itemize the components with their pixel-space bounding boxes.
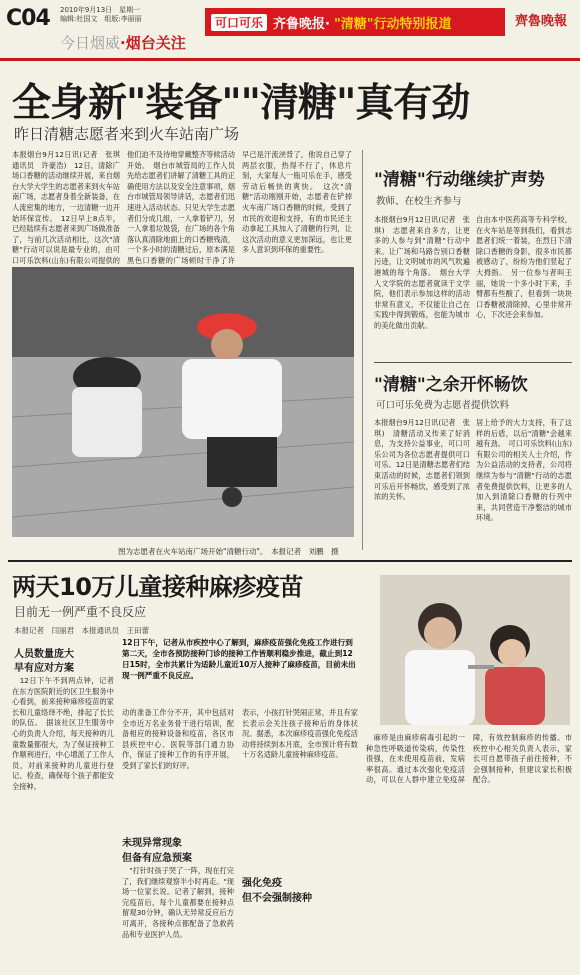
banner-paper-name: 齐鲁晚报· — [273, 16, 330, 32]
second-story-column-5: 麻疹是由麻疹病毒引起的一种急性呼吸道传染病，传染性很强，在未使用疫苗前，发病率很高。通过本次强化免疫活动，可以在人群中建立免疫屏障，有效控制麻疹的传播。市疾控中心相关负责人表示，家长可自愿带孩子前往接种，不会强制接种，但建议家长积极配合。 — [366, 733, 572, 785]
side-story-2-headline: "清糖"之余开怀畅饮 — [374, 375, 528, 395]
subhead-staff-scale: 人员数量庞大 — [14, 649, 74, 660]
section-title-part-1: 今日烟威 — [60, 34, 121, 52]
section-title-part-2: 烟台关注 — [125, 34, 186, 52]
side-story-1-column-2: 自由本中医药高等专科学校，在火车站是等到我们，看到志愿者们统一着装，在烈日下清除口香糖的身影，很多市民都被感动了，纷纷为他们竖起了大拇指。 另一位参与者叫王丽，她说一个多小时下来，手臂都有些酸了，但看到一块块口香糖被清除掉，心里非常开心，下次还会来参加。 — [476, 215, 572, 320]
vaccination-photo-illustration — [380, 575, 570, 725]
main-photo — [12, 267, 354, 537]
masthead: 齊魯晚報 — [515, 14, 568, 29]
section-title: 今日烟威·烟台关注 — [60, 34, 186, 52]
main-story-column-2: 他们迫不及待地穿戴整齐等候活动开始。 烟台市城管局的工作人员先给志愿者们讲解了清糖工具的正确使用方法以及安全注意事项，烟台市城管局领导讲话，志愿者们迅速进入活动状态。只见大学生志愿者们分成几组，一人拿着铲刀，另一人拿着垃圾袋，在广场的各个角落认真清除地面上的口香糖残渣，一个多小时的清糖过后，原本满是黑色口香糖的广场顿时干净了许 — [127, 150, 235, 265]
subhead-emergency-plan: 但备有应急预案 — [122, 853, 192, 864]
main-subheadline: 昨日清糖志愿者来到火车站南广场 — [14, 125, 240, 143]
side-story-1-subheadline: 教师、在校生齐参与 — [376, 196, 462, 207]
page-number: C04 — [6, 6, 50, 31]
banner-campaign: "清糖"行动特别报道 — [333, 16, 452, 32]
subhead-not-mandatory: 但不会强制接种 — [242, 893, 312, 904]
second-story-column-1: 12日下午不到两点钟，记者在东方医院附近的区卫生服务中心看到，前来接种麻疹疫苗的家长和儿童络绎不绝，排起了长长的队伍。 据该社区卫生服务中心的负责人介绍，每天接种的儿童数量都很大，为了保证接种工作顺利进行，中心增派了工作人员，对前来接种的儿童进行登记、检查，确保每个孩子都能安全接种。 — [12, 676, 114, 791]
side-story-2-column-2: 居上给予的大力支持，有了这样的后盾，以后"清糖"会越来越有劲。 可口可乐饮料(山东)有限公司的相关人士介绍，作为公益活动的支持者，公司将继续为参与"清糖"行动的志愿者免费提供饮料，让更多的人加入到清除口香糖的行列中来，共同营造干净整洁的城市环境。 — [476, 418, 572, 523]
second-story-column-3: "打针时孩子哭了一阵，现在打完了，我们继续观察半小时再走。"现场一位家长说。记者了解到，接种完疫苗后，每个儿童都要在接种点留观30分钟，确认无异常反应后方可离开，各接种点都配备了急救药品和专业医护人员。 — [122, 866, 234, 939]
main-headline: 全身新"装备""清糖"真有劲 — [12, 81, 470, 126]
special-report-banner — [205, 8, 505, 36]
vaccination-photo — [380, 575, 570, 725]
main-photo-caption: 图为志愿者在火车站南广场开始"清糖行动"。 本报记者 刘鹏 摄 — [118, 547, 339, 556]
main-story-column-1: 本报烟台9月12日讯(记者 张琪 通讯员 许豪浩) 12日，清除广场口香糖的活动继续开展，来自烟台大学大学生的志愿者来到火车站南广场，志愿者身着全新装备，在人流密集的地方，一边清糖一边开始环保宣传。 12日早上8点半，已经陆续有志愿者来到广场做准备了，与前几次活动相比，这次"清糖"行动可以说是最专业的，由可口可乐饮料(山东)有限公司提供的 — [12, 150, 120, 265]
side-story-1-column-1: 本报烟台9月12日讯(记者 张琪) 志愿者来自多方，让更多的人参与到"清糖"行动中来。让广场和马路告别口香糖污迹，让文明城市的风气吹遍港城的每个角落。 烟台大学人文学院的志愿者就读于文学院，他们表示参加这样的活动非常有意义，不仅能让自己在实践中得到锻炼，也能为城市的美化做出贡献。 — [374, 215, 470, 330]
main-story-column-3: 早已是汗流浃背了，他说自己穿了两层衣服，热得不行了，休息片刻，大家每人一瓶可乐在手，感受劳动后畅快的爽快。 这次"清糖"活动刚刚开始，志愿者在铲掉火车南广场口香糖的时候，受到了市民的欢迎和支持，有的市民还主动拿起工具加入了清糖的行列，让这次活动的意义更加深远，也让更多人意识到环保的重要性。 — [242, 150, 352, 255]
second-story-column-4: 表示，小孩打针哭闹正常，并且有家长表示会关注孩子接种后的身体状况。据悉，本次麻疹疫苗强化免疫活动将持续到本月底，全市预计将有数十万名适龄儿童接种麻疹疫苗。 — [242, 708, 358, 760]
side-story-2-subheadline: 可口可乐免费为志愿者提供饮料 — [376, 400, 510, 411]
page-header — [0, 0, 580, 60]
second-story-column-2: 动的准备工作分不开，其中包括对全市近万名业务骨干进行培训，配备相应的接种设备和疫苗，各区市县疾控中心、医院等部门通力协作，保证了接种工作的有序开展，受到了家长们的好评。 — [122, 708, 234, 770]
subhead-early-plan: 早有应对方案 — [14, 663, 74, 674]
subhead-intensified-immunization: 强化免疫 — [242, 878, 282, 889]
story-separator — [8, 560, 572, 562]
second-byline: 本报记者 闫丽君 本报通讯员 王田蕾 — [14, 626, 149, 635]
side-story-2-column-1: 本报烟台9月12日讯(记者 张琪) 清糖活动又传来了好消息，为支持公益事业，可口可乐公司为各位志愿者提供可口可乐。12日是清糖志愿者们结束活动的时候，志愿者们领到可乐后开怀畅饮，感受到了浓浓的关怀。 — [374, 418, 470, 502]
side-story-divider — [374, 362, 572, 363]
sponsor-logo: 可口可乐 — [211, 14, 267, 31]
second-story-lead: 12日下午，记者从市疾控中心了解到，麻疹疫苗强化免疫工作进行到第二天，全市各预防接种门诊的接种工作皆顺利稳步推进，截止到12日15时，全市共累计为适龄儿童近10万人接种了麻疹疫苗，目前未出现一例严重不良反应。 — [122, 638, 356, 680]
second-headline: 两天10万儿童接种麻疹疫苗 — [12, 573, 303, 601]
issue-info — [60, 6, 142, 24]
subhead-no-abnormal: 未现异常现象 — [122, 838, 182, 849]
column-divider — [362, 150, 363, 550]
issue-date: 2010年9月13日 星期一 — [60, 6, 141, 14]
second-subheadline: 目前无一例严重不良反应 — [14, 605, 147, 619]
editor-credit: 编辑:杜国文 组版:李丽丽 — [60, 15, 142, 23]
header-rule — [0, 58, 580, 61]
side-story-1-headline: "清糖"行动继续扩声势 — [374, 170, 545, 190]
volunteers-photo-illustration — [12, 267, 354, 537]
